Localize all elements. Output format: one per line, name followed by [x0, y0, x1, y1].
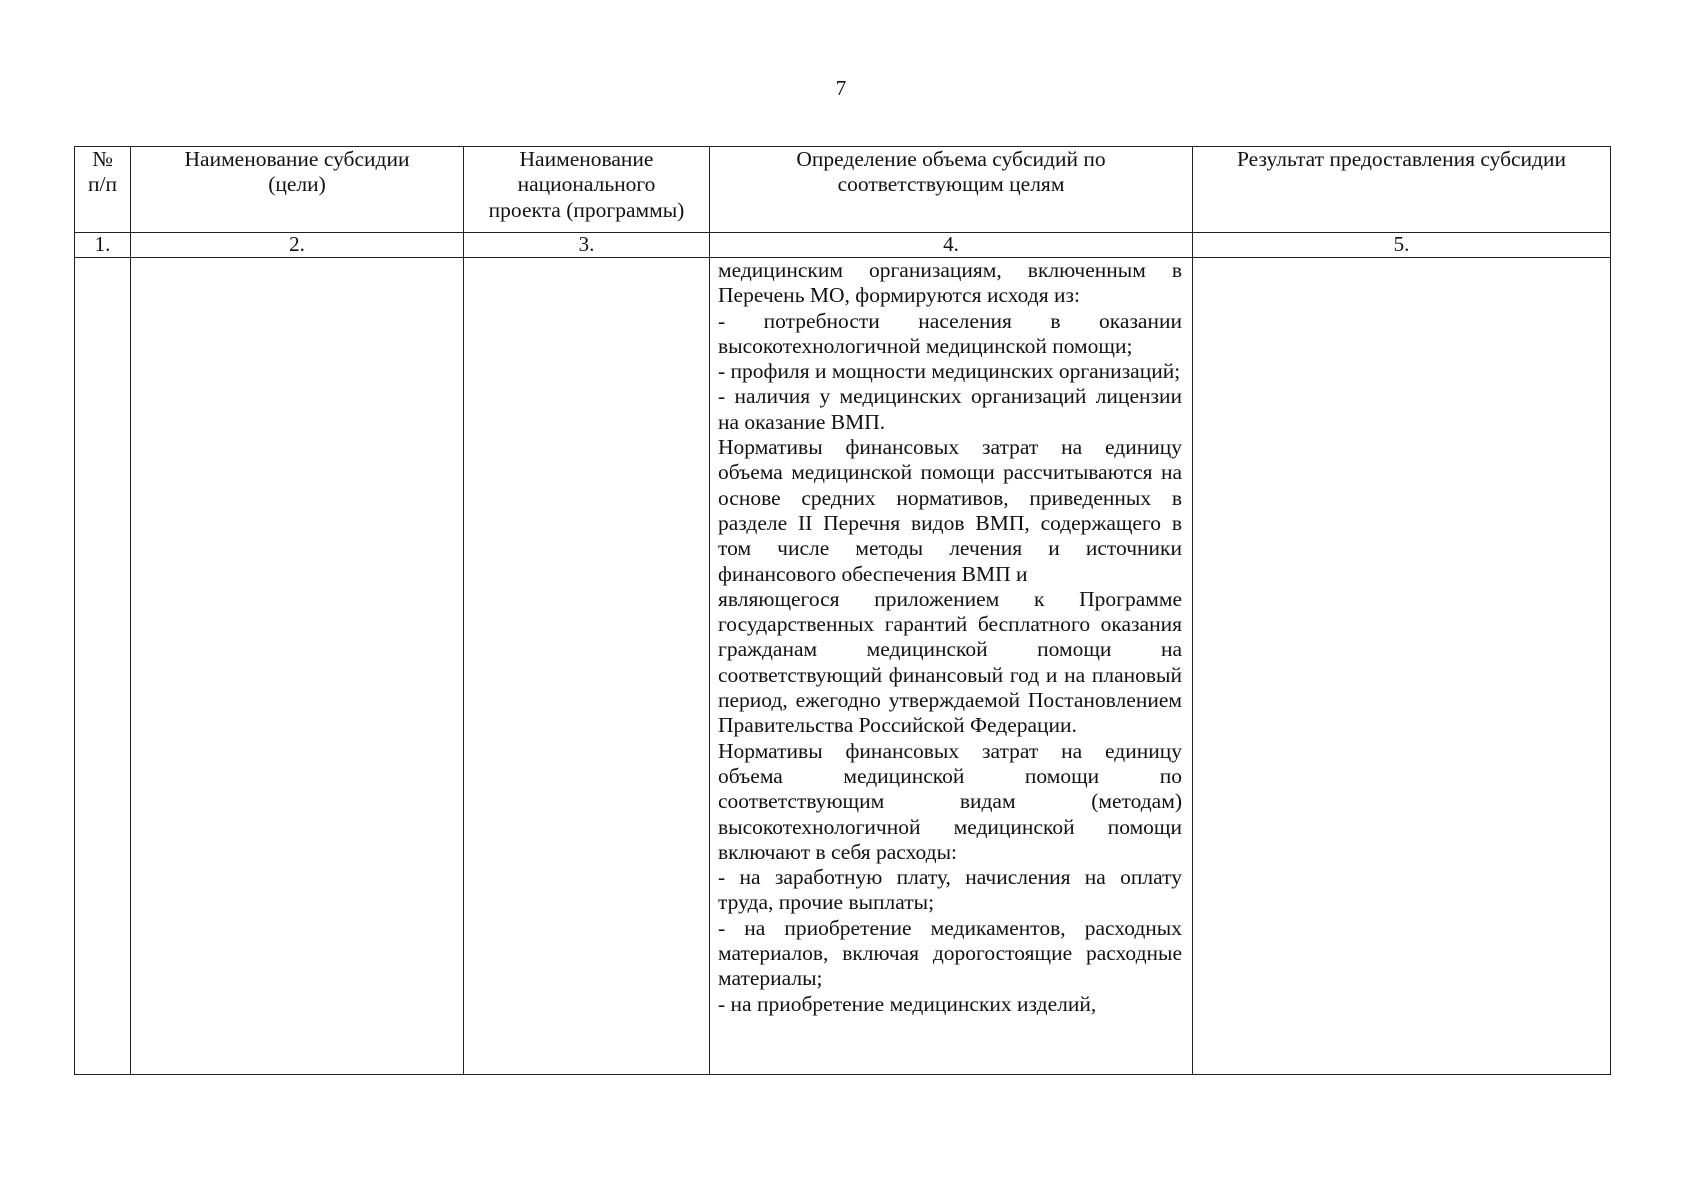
header-cell-volume-definition [710, 147, 1193, 233]
table-header-row [75, 147, 1611, 233]
header-cell-subsidy-name [131, 147, 464, 233]
header-cell-project-name [464, 147, 710, 233]
header-cell-number [75, 147, 131, 233]
header-subsidy-name-label: Наименование субсидии (цели) [184, 147, 410, 197]
subsidy-table [74, 146, 1611, 1075]
subsidy-table-container [74, 146, 1610, 1075]
volume-paragraph: являющегося приложением к Программе государственных гарантий бесплатного оказания гражданам медицинской помощи на соответствующий финансовый год и на плановый период, ежегодно утверждаемой Постановлением Правительства Российской Федерации. [718, 586, 1182, 738]
volume-paragraph: Нормативы финансовых затрат на единицу объема медицинской помощи по соответствующим видам (методам) высокотехнологичной медицинской помощи включают в себя расходы: [718, 738, 1182, 864]
row-cell-number [75, 258, 131, 1075]
volume-paragraph: - профиля и мощности медицинских организаций; [718, 359, 1181, 384]
header-volume-definition-label: Определение объема субсидий по соответствующим целям [796, 147, 1106, 197]
column-number-5: 5. [1193, 233, 1611, 258]
header-cell-result [1193, 147, 1611, 233]
row-cell-subsidy-name [131, 258, 464, 1075]
row-cell-result [1193, 258, 1611, 1075]
volume-paragraph: медицинским организациям, включенным в Перечень МО, формируются исходя из: [718, 258, 1182, 308]
column-number-2: 2. [131, 233, 464, 258]
volume-paragraph: - наличия у медицинских организаций лицензии на оказание ВМП. [718, 384, 1182, 434]
page-number: 7 [835, 76, 847, 100]
column-number-4: 4. [710, 233, 1193, 258]
volume-paragraph: - потребности населения в оказании высокотехнологичной медицинской помощи; [718, 308, 1182, 358]
volume-paragraph: - на приобретение медицинских изделий, [718, 991, 1097, 1016]
header-project-name-label: Наименование национального проекта (программы) [488, 147, 685, 222]
column-number-1: 1. [75, 233, 131, 258]
row-cell-project-name [464, 258, 710, 1075]
row-cell-volume-definition [710, 258, 1193, 1075]
header-result-label: Результат предоставления субсидии [1236, 147, 1567, 171]
volume-paragraph: - на приобретение медикаментов, расходных материалов, включая дорогостоящие расходные материалы; [718, 915, 1182, 991]
column-number-row [75, 233, 1611, 258]
volume-paragraph: Нормативы финансовых затрат на единицу объема медицинской помощи рассчитываются на основе средних нормативов, приведенных в разделе II Перечня видов ВМП, содержащего в том числе методы лечения и источники финансового обеспечения ВМП и [718, 435, 1182, 586]
column-number-3: 3. [464, 233, 710, 258]
table-row [75, 258, 1611, 1075]
volume-paragraph: - на заработную плату, начисления на оплату труда, прочие выплаты; [718, 865, 1182, 915]
header-number-label: № п/п [88, 147, 117, 197]
